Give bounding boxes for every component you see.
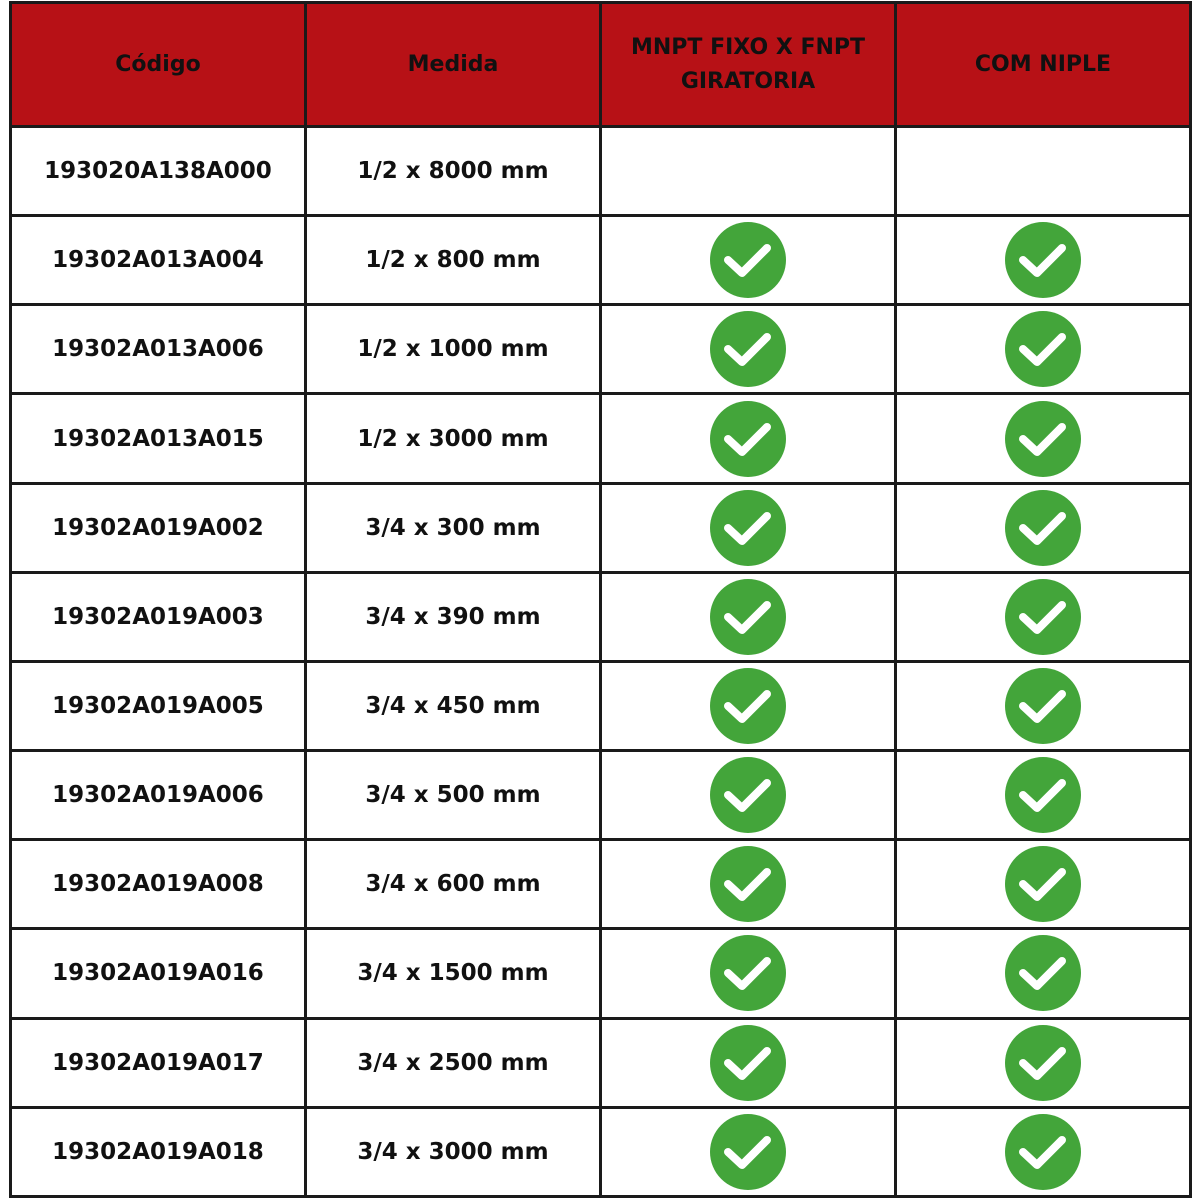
header-codigo	[11, 3, 306, 127]
cell-mnpt	[601, 661, 896, 750]
cell-niple	[896, 1107, 1191, 1196]
check-circle-icon	[709, 400, 787, 478]
table-row	[11, 127, 1191, 216]
check-circle-icon	[709, 310, 787, 388]
table-row	[11, 305, 1191, 394]
cell-medida: 1/2 x 3000 mm	[306, 394, 601, 483]
table-row	[11, 216, 1191, 305]
cell-medida: 1/2 x 800 mm	[306, 216, 601, 305]
check-circle-icon	[709, 667, 787, 745]
cell-mnpt	[601, 216, 896, 305]
product-table-container	[9, 1, 1189, 1198]
check-circle-icon	[709, 756, 787, 834]
header-row	[11, 3, 1191, 127]
cell-medida: 3/4 x 2500 mm	[306, 1018, 601, 1107]
table-row	[11, 394, 1191, 483]
cell-medida: 1/2 x 1000 mm	[306, 305, 601, 394]
cell-codigo: 19302A019A006	[11, 751, 306, 840]
cell-mnpt	[601, 1107, 896, 1196]
cell-niple	[896, 1018, 1191, 1107]
cell-mnpt	[601, 394, 896, 483]
cell-mnpt	[601, 1018, 896, 1107]
check-circle-icon	[709, 845, 787, 923]
check-circle-icon	[1004, 400, 1082, 478]
cell-codigo: 19302A013A004	[11, 216, 306, 305]
cell-codigo: 19302A019A005	[11, 661, 306, 750]
table-row	[11, 1107, 1191, 1196]
table-row	[11, 483, 1191, 572]
cell-medida: 3/4 x 600 mm	[306, 840, 601, 929]
check-circle-icon	[1004, 667, 1082, 745]
cell-mnpt	[601, 483, 896, 572]
check-circle-icon	[1004, 845, 1082, 923]
cell-mnpt	[601, 127, 896, 216]
cell-codigo: 19302A019A017	[11, 1018, 306, 1107]
cell-mnpt	[601, 751, 896, 840]
table-header	[11, 3, 1191, 127]
check-circle-icon	[1004, 489, 1082, 567]
cell-codigo: 19302A013A006	[11, 305, 306, 394]
cell-niple	[896, 127, 1191, 216]
cell-medida: 1/2 x 8000 mm	[306, 127, 601, 216]
check-circle-icon	[709, 578, 787, 656]
check-circle-icon	[1004, 934, 1082, 1012]
table-row	[11, 840, 1191, 929]
table-row	[11, 751, 1191, 840]
check-circle-icon	[709, 1024, 787, 1102]
header-niple-label: COM NIPLE	[974, 51, 1112, 77]
table-row	[11, 929, 1191, 1018]
cell-mnpt	[601, 572, 896, 661]
cell-codigo: 19302A013A015	[11, 394, 306, 483]
header-medida-label: Medida	[407, 51, 499, 77]
cell-niple	[896, 751, 1191, 840]
check-circle-icon	[709, 934, 787, 1012]
check-circle-icon	[1004, 1113, 1082, 1191]
cell-niple	[896, 840, 1191, 929]
header-medida	[306, 3, 601, 127]
check-circle-icon	[709, 489, 787, 567]
header-mnpt-label: MNPT FIXO X FNPT GIRATORIA	[630, 34, 866, 94]
check-circle-icon	[1004, 1024, 1082, 1102]
cell-codigo: 193020A138A000	[11, 127, 306, 216]
check-circle-icon	[709, 221, 787, 299]
cell-medida: 3/4 x 3000 mm	[306, 1107, 601, 1196]
check-circle-icon	[709, 1113, 787, 1191]
cell-niple	[896, 483, 1191, 572]
cell-medida: 3/4 x 500 mm	[306, 751, 601, 840]
check-circle-icon	[1004, 578, 1082, 656]
header-niple	[896, 3, 1191, 127]
cell-niple	[896, 216, 1191, 305]
cell-medida: 3/4 x 300 mm	[306, 483, 601, 572]
cell-niple	[896, 661, 1191, 750]
header-codigo-label: Código	[115, 51, 201, 77]
table-row	[11, 572, 1191, 661]
cell-niple	[896, 572, 1191, 661]
cell-medida: 3/4 x 450 mm	[306, 661, 601, 750]
check-circle-icon	[1004, 310, 1082, 388]
cell-mnpt	[601, 929, 896, 1018]
check-circle-icon	[1004, 756, 1082, 834]
check-circle-icon	[1004, 221, 1082, 299]
table-row	[11, 661, 1191, 750]
cell-codigo: 19302A019A018	[11, 1107, 306, 1196]
cell-niple	[896, 305, 1191, 394]
cell-mnpt	[601, 305, 896, 394]
table-row	[11, 1018, 1191, 1107]
cell-codigo: 19302A019A002	[11, 483, 306, 572]
cell-codigo: 19302A019A016	[11, 929, 306, 1018]
table-body	[11, 127, 1191, 1197]
header-mnpt	[601, 3, 896, 127]
cell-mnpt	[601, 840, 896, 929]
cell-codigo: 19302A019A003	[11, 572, 306, 661]
cell-niple	[896, 394, 1191, 483]
cell-codigo: 19302A019A008	[11, 840, 306, 929]
cell-medida: 3/4 x 1500 mm	[306, 929, 601, 1018]
cell-niple	[896, 929, 1191, 1018]
product-table	[9, 1, 1192, 1198]
cell-medida: 3/4 x 390 mm	[306, 572, 601, 661]
